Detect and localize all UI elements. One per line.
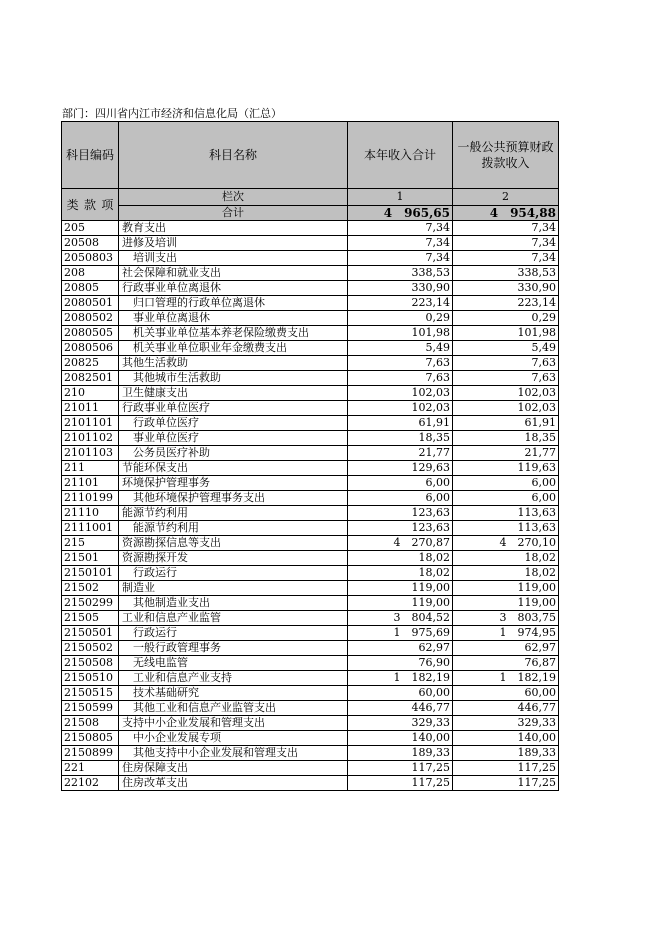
- table-row: [62, 641, 559, 656]
- row-name: 环境保护管理事务: [119, 476, 348, 491]
- row-code: 21101: [62, 476, 119, 491]
- row-general-budget: 117,25: [453, 761, 559, 776]
- row-total-income: 223,14: [348, 296, 453, 311]
- row-general-budget: 7,63: [453, 371, 559, 386]
- row-name: 公务员医疗补助: [119, 446, 348, 461]
- row-general-budget: 18,02: [453, 566, 559, 581]
- row-code: 211: [62, 461, 119, 476]
- row-code: 2150508: [62, 656, 119, 671]
- row-total-income: 62,97: [348, 641, 453, 656]
- row-general-budget: 1 974,95: [453, 626, 559, 641]
- header-lei-kuan-xiang: [62, 189, 119, 221]
- row-code: 2150502: [62, 641, 119, 656]
- row-code: 20508: [62, 236, 119, 251]
- row-total-income: 21,77: [348, 446, 453, 461]
- row-name: 事业单位医疗: [119, 431, 348, 446]
- table-row: [62, 446, 559, 461]
- row-code: 2080506: [62, 341, 119, 356]
- row-name: 归口管理的行政单位离退休: [119, 296, 348, 311]
- row-total-income: 6,00: [348, 491, 453, 506]
- row-total-income: 189,33: [348, 746, 453, 761]
- row-name: 行政运行: [119, 566, 348, 581]
- row-name: 行政事业单位离退休: [119, 281, 348, 296]
- column-seq-1: 1: [348, 189, 453, 206]
- row-general-budget: 7,34: [453, 221, 559, 236]
- header-total-income: 本年收入合计: [348, 122, 453, 189]
- row-general-budget: 338,53: [453, 266, 559, 281]
- table-row: [62, 476, 559, 491]
- row-total-income: 123,63: [348, 506, 453, 521]
- row-total-income: 101,98: [348, 326, 453, 341]
- table-row: [62, 371, 559, 386]
- row-general-budget: 7,34: [453, 236, 559, 251]
- row-code: 21110: [62, 506, 119, 521]
- table-row: [62, 731, 559, 746]
- row-general-budget: 0,29: [453, 311, 559, 326]
- row-total-income: 102,03: [348, 386, 453, 401]
- row-total-income: 5,49: [348, 341, 453, 356]
- row-name: 制造业: [119, 581, 348, 596]
- row-name: 工业和信息产业支持: [119, 671, 348, 686]
- row-name: 其他环境保护管理事务支出: [119, 491, 348, 506]
- row-total-income: 1 975,69: [348, 626, 453, 641]
- row-total-income: 129,63: [348, 461, 453, 476]
- row-name: 能源节约利用: [119, 521, 348, 536]
- table-row: [62, 296, 559, 311]
- row-total-income: 1 182,19: [348, 671, 453, 686]
- table-row: [62, 596, 559, 611]
- row-general-budget: 101,98: [453, 326, 559, 341]
- row-general-budget: 446,77: [453, 701, 559, 716]
- total-label: 合计: [119, 206, 348, 221]
- row-total-income: 446,77: [348, 701, 453, 716]
- row-code: 2150299: [62, 596, 119, 611]
- row-code: 215: [62, 536, 119, 551]
- row-name: 住房保障支出: [119, 761, 348, 776]
- row-name: 卫生健康支出: [119, 386, 348, 401]
- row-name: 其他制造业支出: [119, 596, 348, 611]
- row-general-budget: 119,63: [453, 461, 559, 476]
- header-lei: 类: [66, 197, 79, 212]
- header-xiang: 项: [101, 197, 114, 212]
- income-table: [61, 121, 559, 791]
- row-code: 2101103: [62, 446, 119, 461]
- table-row: [62, 716, 559, 731]
- row-name: 社会保障和就业支出: [119, 266, 348, 281]
- table-row: [62, 686, 559, 701]
- row-code: 2082501: [62, 371, 119, 386]
- row-total-income: 330,90: [348, 281, 453, 296]
- header-general-budget: 一般公共预算财政拨款收入: [453, 122, 559, 189]
- row-code: 21502: [62, 581, 119, 596]
- table-row: [62, 491, 559, 506]
- row-total-income: 18,35: [348, 431, 453, 446]
- row-general-budget: 18,35: [453, 431, 559, 446]
- row-general-budget: 18,02: [453, 551, 559, 566]
- table-row: [62, 416, 559, 431]
- row-general-budget: 61,91: [453, 416, 559, 431]
- table-row: [62, 356, 559, 371]
- table-row: [62, 251, 559, 266]
- row-general-budget: 60,00: [453, 686, 559, 701]
- department-label: 部门：四川省内江市经济和信息化局（汇总）: [62, 107, 282, 120]
- row-code: 2150501: [62, 626, 119, 641]
- row-code: 2110199: [62, 491, 119, 506]
- row-general-budget: 6,00: [453, 491, 559, 506]
- row-general-budget: 21,77: [453, 446, 559, 461]
- row-code: 2150510: [62, 671, 119, 686]
- row-general-budget: 113,63: [453, 506, 559, 521]
- row-code: 205: [62, 221, 119, 236]
- row-total-income: 7,63: [348, 371, 453, 386]
- row-name: 教育支出: [119, 221, 348, 236]
- row-code: 221: [62, 761, 119, 776]
- row-total-income: 0,29: [348, 311, 453, 326]
- row-general-budget: 119,00: [453, 596, 559, 611]
- row-total-income: 7,63: [348, 356, 453, 371]
- table-row: [62, 776, 559, 791]
- row-code: 2150515: [62, 686, 119, 701]
- row-general-budget: 102,03: [453, 386, 559, 401]
- table-row: [62, 386, 559, 401]
- row-general-budget: 1 182,19: [453, 671, 559, 686]
- row-code: 21011: [62, 401, 119, 416]
- row-total-income: 60,00: [348, 686, 453, 701]
- row-code: 21501: [62, 551, 119, 566]
- total-income-value: 4 965,65: [348, 206, 453, 221]
- total-general-budget-value: 4 954,88: [453, 206, 559, 221]
- row-name: 培训支出: [119, 251, 348, 266]
- row-general-budget: 76,87: [453, 656, 559, 671]
- header-column-seq: 栏次: [119, 189, 348, 206]
- row-name: 无线电监管: [119, 656, 348, 671]
- row-general-budget: 140,00: [453, 731, 559, 746]
- row-code: 21505: [62, 611, 119, 626]
- row-name: 机关事业单位职业年金缴费支出: [119, 341, 348, 356]
- table-row: [62, 521, 559, 536]
- table-row: [62, 536, 559, 551]
- table-row: [62, 701, 559, 716]
- row-total-income: 117,25: [348, 776, 453, 791]
- row-general-budget: 119,00: [453, 581, 559, 596]
- row-general-budget: 102,03: [453, 401, 559, 416]
- row-name: 事业单位离退休: [119, 311, 348, 326]
- header-name: 科目名称: [119, 122, 348, 189]
- row-total-income: 7,34: [348, 221, 453, 236]
- table-row: [62, 221, 559, 236]
- row-name: 行政运行: [119, 626, 348, 641]
- row-name: 资源勘探开发: [119, 551, 348, 566]
- row-name: 进修及培训: [119, 236, 348, 251]
- row-code: 21508: [62, 716, 119, 731]
- table-row: [62, 761, 559, 776]
- table-row: [62, 326, 559, 341]
- table-row: [62, 311, 559, 326]
- row-total-income: 119,00: [348, 581, 453, 596]
- row-general-budget: 6,00: [453, 476, 559, 491]
- row-name: 能源节约利用: [119, 506, 348, 521]
- row-general-budget: 189,33: [453, 746, 559, 761]
- row-name: 技术基础研究: [119, 686, 348, 701]
- row-total-income: 4 270,87: [348, 536, 453, 551]
- row-general-budget: 330,90: [453, 281, 559, 296]
- table-row: [62, 656, 559, 671]
- row-code: 2050803: [62, 251, 119, 266]
- row-total-income: 3 804,52: [348, 611, 453, 626]
- row-name: 中小企业发展专项: [119, 731, 348, 746]
- table-row: [62, 551, 559, 566]
- row-total-income: 338,53: [348, 266, 453, 281]
- row-name: 行政事业单位医疗: [119, 401, 348, 416]
- row-code: 20825: [62, 356, 119, 371]
- row-code: 22102: [62, 776, 119, 791]
- table-row: [62, 236, 559, 251]
- row-total-income: 61,91: [348, 416, 453, 431]
- row-total-income: 76,90: [348, 656, 453, 671]
- row-code: 2080502: [62, 311, 119, 326]
- row-general-budget: 329,33: [453, 716, 559, 731]
- header-code: 科目编码: [62, 122, 119, 189]
- row-total-income: 117,25: [348, 761, 453, 776]
- row-name: 其他生活救助: [119, 356, 348, 371]
- table-row: [62, 266, 559, 281]
- row-total-income: 140,00: [348, 731, 453, 746]
- row-name: 住房改革支出: [119, 776, 348, 791]
- table-row: [62, 341, 559, 356]
- row-general-budget: 3 803,75: [453, 611, 559, 626]
- row-name: 其他支持中小企业发展和管理支出: [119, 746, 348, 761]
- row-general-budget: 4 270,10: [453, 536, 559, 551]
- row-general-budget: 7,63: [453, 356, 559, 371]
- row-total-income: 123,63: [348, 521, 453, 536]
- row-name: 工业和信息产业监管: [119, 611, 348, 626]
- row-code: 2150599: [62, 701, 119, 716]
- row-general-budget: 223,14: [453, 296, 559, 311]
- row-name: 支持中小企业发展和管理支出: [119, 716, 348, 731]
- row-name: 节能环保支出: [119, 461, 348, 476]
- table-row: [62, 401, 559, 416]
- row-general-budget: 5,49: [453, 341, 559, 356]
- table-row: [62, 626, 559, 641]
- row-total-income: 329,33: [348, 716, 453, 731]
- row-total-income: 18,02: [348, 551, 453, 566]
- row-name: 一般行政管理事务: [119, 641, 348, 656]
- table-row: [62, 566, 559, 581]
- row-total-income: 7,34: [348, 236, 453, 251]
- row-total-income: 7,34: [348, 251, 453, 266]
- table-row: [62, 506, 559, 521]
- row-code: 2101102: [62, 431, 119, 446]
- row-name: 行政单位医疗: [119, 416, 348, 431]
- row-code: 210: [62, 386, 119, 401]
- row-general-budget: 113,63: [453, 521, 559, 536]
- table-row: [62, 281, 559, 296]
- row-total-income: 102,03: [348, 401, 453, 416]
- table-row: [62, 746, 559, 761]
- table-row: [62, 671, 559, 686]
- table-row: [62, 461, 559, 476]
- header-kuan: 款: [83, 197, 96, 212]
- row-code: 2150805: [62, 731, 119, 746]
- row-general-budget: 7,34: [453, 251, 559, 266]
- row-name: 其他工业和信息产业监管支出: [119, 701, 348, 716]
- row-code: 2101101: [62, 416, 119, 431]
- row-general-budget: 117,25: [453, 776, 559, 791]
- row-code: 2080505: [62, 326, 119, 341]
- row-total-income: 119,00: [348, 596, 453, 611]
- row-name: 资源勘探信息等支出: [119, 536, 348, 551]
- row-code: 2150101: [62, 566, 119, 581]
- row-name: 其他城市生活救助: [119, 371, 348, 386]
- table-row: [62, 431, 559, 446]
- row-code: 2150899: [62, 746, 119, 761]
- row-general-budget: 62,97: [453, 641, 559, 656]
- table-row: [62, 581, 559, 596]
- row-code: 2111001: [62, 521, 119, 536]
- row-code: 20805: [62, 281, 119, 296]
- column-seq-2: 2: [453, 189, 559, 206]
- row-total-income: 18,02: [348, 566, 453, 581]
- row-code: 208: [62, 266, 119, 281]
- row-total-income: 6,00: [348, 476, 453, 491]
- row-name: 机关事业单位基本养老保险缴费支出: [119, 326, 348, 341]
- table-row: [62, 611, 559, 626]
- row-code: 2080501: [62, 296, 119, 311]
